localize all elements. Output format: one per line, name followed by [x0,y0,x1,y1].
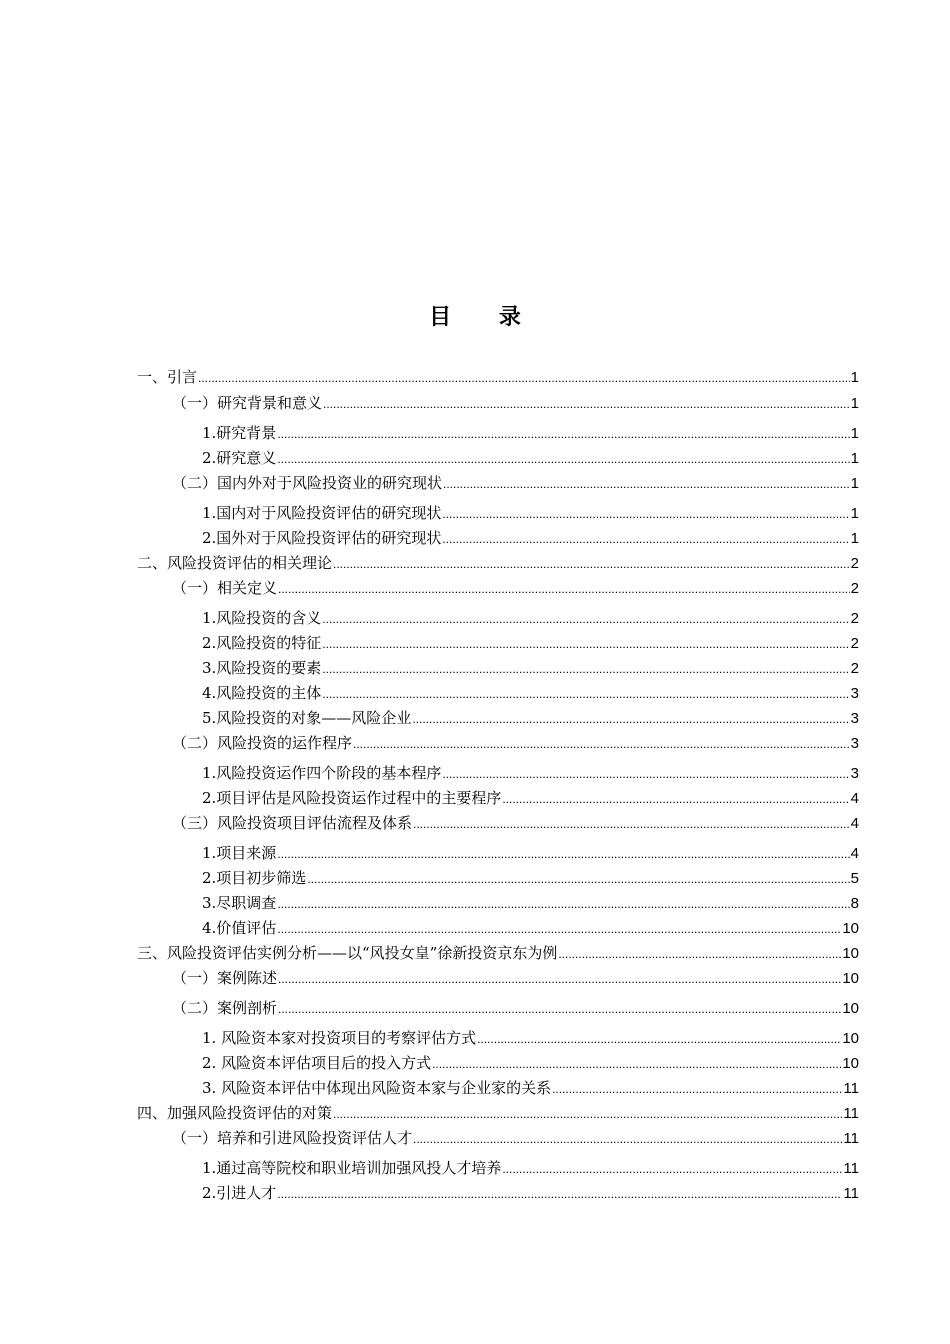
toc-page-number: 3 [850,765,859,782]
toc-page-number: 10 [842,970,859,987]
toc-entry-label: 1.通过高等院校和职业培训加强风投人才培养 [202,1159,502,1177]
toc-entry[interactable] [202,706,859,730]
toc-leader-dots [322,657,849,681]
toc-leader-dots [278,997,841,1021]
toc-leader-dots [277,842,849,866]
toc-page-number: 8 [850,895,859,912]
toc-entry-label: 2. 风险资本评估项目后的投入方式 [202,1054,432,1072]
toc-page-number: 11 [843,1130,859,1147]
toc-page-number: 1 [850,475,859,492]
toc-page-number: 10 [842,945,859,962]
toc-page-number: 1 [850,369,859,386]
toc-entry-label: （二）风险投资的运作程序 [172,734,353,752]
toc-page-number: 10 [842,1055,859,1072]
toc-entry[interactable] [202,446,859,470]
toc-leader-dots [443,472,850,496]
toc-entry-label: 2.引进人才 [202,1184,277,1202]
toc-entry[interactable] [202,1156,859,1180]
toc-entry[interactable] [202,1076,859,1100]
toc-entry-label: （一）研究背景和意义 [172,394,323,412]
toc-leader-dots [322,682,849,706]
toc-entry[interactable] [202,786,859,810]
toc-leader-dots [558,942,841,966]
toc-entry-label: 1.项目来源 [202,844,277,862]
toc-page-number: 3 [850,710,859,727]
toc-entry[interactable] [202,606,859,630]
toc-entry[interactable] [137,941,859,965]
toc-entry[interactable] [202,761,859,785]
toc-entry[interactable] [202,631,859,655]
toc-page-number: 4 [850,845,859,862]
toc-entry-label: 二、风险投资评估的相关理论 [137,554,333,572]
toc-entry-label: 4.价值评估 [202,919,277,937]
toc-entry-label: 一、引言 [137,368,198,386]
toc-entry[interactable] [172,576,859,600]
toc-page-number: 5 [850,870,859,887]
toc-page-number: 1 [850,425,859,442]
toc-leader-dots [322,632,849,656]
toc-page-number: 4 [850,815,859,832]
toc-page-number: 10 [842,920,859,937]
toc-page-number: 2 [850,555,859,572]
toc-leader-dots [277,422,849,446]
toc-entry-label: 1.风险投资运作四个阶段的基本程序 [202,764,442,782]
toc-leader-dots [333,552,850,576]
toc-entry[interactable] [137,551,859,575]
toc-entry-label: 3. 风险资本评估中体现出风险资本家与企业家的关系 [202,1079,552,1097]
toc-entry-label: 2.国外对于风险投资评估的研究现状 [202,529,442,547]
toc-page-number: 1 [850,530,859,547]
toc-entry-label: 1.研究背景 [202,424,277,442]
toc-page-number: 1 [850,395,859,412]
toc-page-number: 11 [843,1080,859,1097]
toc-entry[interactable] [202,866,859,890]
toc-entry-label: （一）培养和引进风险投资评估人才 [172,1129,413,1147]
toc-entry[interactable] [137,1101,859,1125]
toc-entry-label: （三）风险投资项目评估流程及体系 [172,814,413,832]
toc-entry-label: 1.风险投资的含义 [202,609,322,627]
toc-page-number: 2 [850,635,859,652]
toc-entry[interactable] [202,681,859,705]
toc-leader-dots [353,732,850,756]
toc-leader-dots [277,447,849,471]
toc-leader-dots [277,1182,842,1206]
toc-page-number: 10 [842,1000,859,1017]
toc-entry-label: 5.风险投资的对象——风险企业 [202,709,412,727]
toc-leader-dots [278,967,841,991]
toc-entry[interactable] [202,656,859,680]
toc-entry[interactable] [202,421,859,445]
toc-entry[interactable] [202,1026,859,1050]
toc-page-number: 2 [850,610,859,627]
toc-entry[interactable] [202,1181,859,1205]
toc-page-number: 1 [850,505,859,522]
toc-page-number: 2 [850,660,859,677]
toc-leader-dots [442,502,849,526]
toc-page-number: 11 [843,1105,859,1122]
toc-entry-label: 3.尽职调查 [202,894,277,912]
toc-leader-dots [442,762,849,786]
toc-leader-dots [552,1077,842,1101]
toc-leader-dots [322,607,849,631]
toc-entry[interactable] [202,916,859,940]
toc-entry[interactable] [202,891,859,915]
toc-leader-dots [333,1102,842,1126]
toc-entry[interactable] [172,731,859,755]
toc-leader-dots [442,527,849,551]
toc-entry-label: 四、加强风险投资评估的对策 [137,1104,333,1122]
toc-entry-label: （一）案例陈述 [172,969,278,987]
toc-entry-label: （二）案例剖析 [172,999,278,1017]
toc-title: 目 录 [429,305,541,330]
toc-entry[interactable] [172,1126,859,1150]
toc-leader-dots [277,892,849,916]
toc-page-number: 4 [850,790,859,807]
toc-page-number: 3 [850,735,859,752]
toc-entry-label: 3.风险投资的要素 [202,659,322,677]
toc-entry[interactable] [137,365,859,389]
toc-entry-label: 三、风险投资评估实例分析——以“风投女皇”徐新投资京东为例 [137,944,558,962]
toc-leader-dots [412,707,849,731]
toc-entry[interactable] [202,841,859,865]
toc-entry[interactable] [172,966,859,990]
toc-leader-dots [198,366,850,390]
toc-entry-label: 2.风险投资的特征 [202,634,322,652]
toc-page-number: 11 [843,1160,859,1177]
toc-page-number: 2 [850,580,859,597]
toc-entry-label: 2.研究意义 [202,449,277,467]
toc-leader-dots [307,867,849,891]
toc-entry-label: 2.项目评估是风险投资运作过程中的主要程序 [202,789,502,807]
toc-page-number: 10 [842,1030,859,1047]
toc-entry-label: 1.国内对于风险投资评估的研究现状 [202,504,442,522]
toc-entry-label: 1. 风险资本家对投资项目的考察评估方式 [202,1029,477,1047]
toc-page-number: 3 [850,685,859,702]
toc-page-number: 1 [850,450,859,467]
toc-leader-dots [502,787,849,811]
toc-entry[interactable] [172,811,859,835]
toc-entry-label: （二）国内外对于风险投资业的研究现状 [172,474,443,492]
toc-page-number: 11 [843,1185,859,1202]
toc-entry-label: 2.项目初步筛选 [202,869,307,887]
toc-entry[interactable] [172,391,859,415]
toc-leader-dots [413,812,850,836]
toc-leader-dots [432,1052,841,1076]
toc-entry-label: 4.风险投资的主体 [202,684,322,702]
toc-entry[interactable] [172,471,859,495]
toc-entry-label: （一）相关定义 [172,579,278,597]
toc-leader-dots [477,1027,841,1051]
toc-entry[interactable] [202,1051,859,1075]
toc-entry[interactable] [202,526,859,550]
toc-leader-dots [277,917,841,941]
toc-entry[interactable] [202,501,859,525]
toc-entry[interactable] [172,996,859,1020]
toc-leader-dots [502,1157,842,1181]
toc-leader-dots [413,1127,842,1151]
toc-leader-dots [323,392,850,416]
toc-leader-dots [278,577,850,601]
